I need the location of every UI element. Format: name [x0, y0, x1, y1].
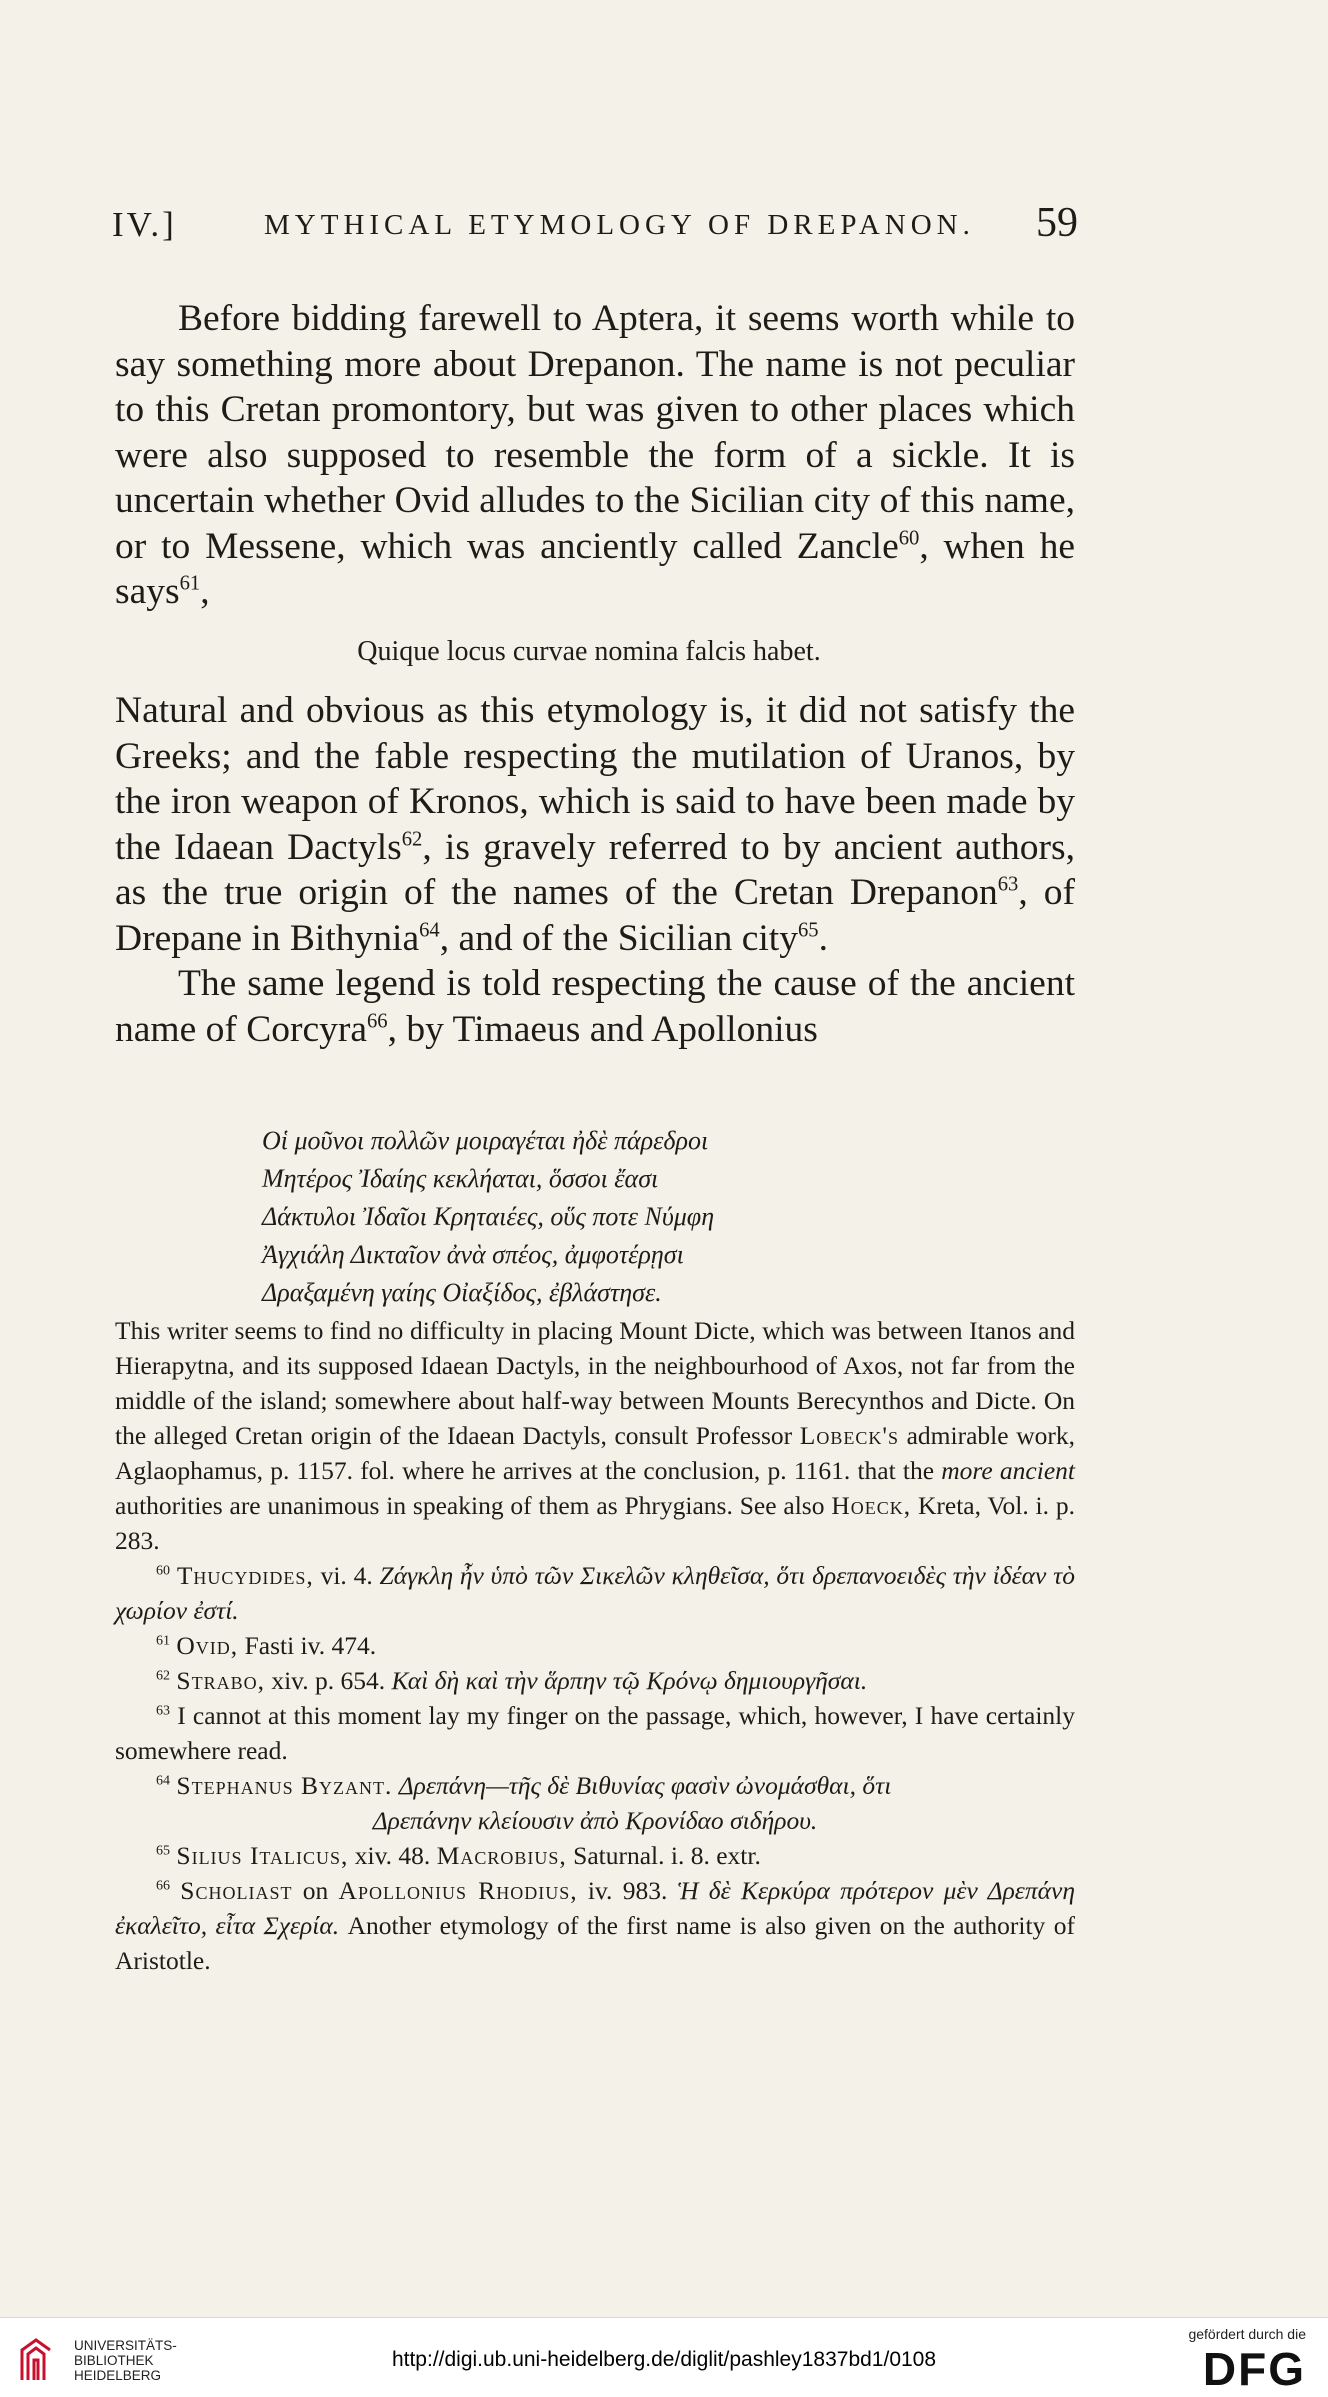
- verse-line: Μητέρος Ἰδαίης κεκλήαται, ὅσσοι ἔασι: [262, 1164, 659, 1193]
- footnote-ref-60[interactable]: 60: [898, 527, 920, 549]
- footnote-63: $^{63}$ I cannot at this moment lay my finger on the passage, which, however, I have certainly somewhere read.: [115, 1701, 1075, 1765]
- paragraph-drepanon: Before bidding farewell to Aptera, it seems worth while to say something more about Drepanon. The name is not peculiar to this Cretan promontory, but was given to other places which were also supposed to resemble the form of a sickle. It is uncertain whether Ovid alludes to the Sicilian city of this name, or to Messene, which was anciently called Zancle$^{60}$, when he says$^{61}$,: [115, 298, 1075, 612]
- verse-line: Δάκτυλοι Ἰδαῖοι Κρηταιέες, οὕς ποτε Νύμφη: [262, 1202, 715, 1231]
- footnote-62: $^{62}$ Strabo, xiv. p. 654. Καὶ δὴ καὶ τὴν ἅρπην τῷ Κρόνῳ δημιουργῆσαι.: [156, 1666, 868, 1695]
- paragraph-corcyra: The same legend is told respecting the cause of the ancient name of Corcyra$^{66}$, by Timaeus and Apollonius: [115, 963, 1075, 1050]
- greek-verse-quotation: [262, 1122, 714, 1312]
- footnote-continuation: This writer seems to find no difficulty in placing Mount Dicte, which was between Itanos and Hierapytna, and its supposed Idaean Dactyls, in the neighbourhood of Axos, not far from the middle of the island; somewhere about half-way between Mounts Berecynthos and Dicte. On the alleged Cretan origin of the Idaean Dactyls, consult Professor Lobeck's admirable work, Aglaophamus, p. 1157. fol. where he arrives at the conclusion, p. 1161. that the more ancient authorities are unanimous in speaking of them as Phrygians. See also Hoeck, Kreta, Vol. i. p. 283.: [115, 1316, 1075, 1555]
- footnote-ref-62[interactable]: 62: [401, 828, 423, 850]
- footnote-60: $^{60}$ Thucydides, vi. 4. Ζάγκλη ἦν ὑπὸ τῶν Σικελῶν κληθεῖσα, ὅτι δρεπανοειδὲς τὴν ἰδέαν τὸ χωρίον ἐστί.: [115, 1561, 1076, 1625]
- permalink-url[interactable]: http://digi.ub.uni-heidelberg.de/diglit/pashley1837bd1/0108: [391, 2348, 937, 2371]
- funding-note: gefördert durch die: [1188, 2326, 1306, 2342]
- library-name: UNIVERSITÄTS- BIBLIOTHEK HEIDELBERG: [74, 2338, 177, 2383]
- running-title: MYTHICAL ETYMOLOGY OF DREPANON.: [264, 209, 975, 241]
- footnote-66: $^{66}$ Scholiast on Apollonius Rhodius, iv. 983. Ἡ δὲ Κερκύρα πρότερον μὲν Δρεπάνη ἐκαλεῖτο, εἶτα Σχερία. Another etymology of the first name is also given on the authority of Aristotle.: [115, 1876, 1075, 1975]
- running-header: [112, 200, 1078, 255]
- footnote-61: $^{61}$ Ovid, Fasti iv. 474.: [156, 1631, 377, 1660]
- verse-line: Δραξαμένη γαίης Οἰαξίδος, ἐβλάστησε.: [262, 1278, 662, 1307]
- footnote-ref-65[interactable]: 65: [797, 919, 819, 941]
- dfg-logo[interactable]: DFG: [1202, 2343, 1306, 2395]
- footnote-ref-63[interactable]: 63: [997, 873, 1019, 896]
- chapter-number: IV.]: [112, 205, 177, 244]
- footnote-ref-64[interactable]: 64: [419, 919, 440, 941]
- footnotes: [115, 1313, 1075, 1978]
- page-number: 59: [1036, 200, 1078, 246]
- footnote-ref-61[interactable]: 61: [179, 572, 201, 595]
- footnote-64-verse: Δρεπάνην κλείουσιν ἀπὸ Κρονίδαο σιδήρου.: [372, 1806, 818, 1835]
- ovid-quotation: Quique locus curvae nomina falcis habet.: [357, 636, 821, 667]
- viewer-footer: [0, 2317, 1328, 2397]
- paragraph-greeks: Natural and obvious as this etymology is, it did not satisfy the Greeks; and the fable respecting the mutilation of Uranos, by the iron weapon of Kronos, which is said to have been made by the Idaean Dactyls$^{62}$, is gravely referred to by ancient authors, as the true origin of the names of the Cretan Drepanon$^{63}$, of Drepane in Bithynia$^{64}$, and of the Sicilian city$^{65}$. The same legend is told respecting the cause of the ancient name of Corcyra$^{66}$, by Timaeus and Apollonius: [115, 688, 1075, 1052]
- verse-line: Οἱ μοῦνοι πολλῶν μοιραγέται ἠδὲ πάρεδροι: [262, 1126, 709, 1155]
- footnote-ref-66[interactable]: 66: [366, 1010, 388, 1032]
- footnote-64: $^{64}$ Stephanus Byzant. Δρεπάνη—τῆς δὲ Βιθυνίας φασὶν ὠνομάσθαι, ὅτι: [156, 1771, 892, 1800]
- footnote-65: $^{65}$ Silius Italicus, xiv. 48. Macrobius, Saturnal. i. 8. extr.: [156, 1841, 761, 1870]
- verse-line: Ἀγχιάλη Δικταῖον ἀνὰ σπέος, ἀμφοτέρῃσι: [262, 1240, 684, 1269]
